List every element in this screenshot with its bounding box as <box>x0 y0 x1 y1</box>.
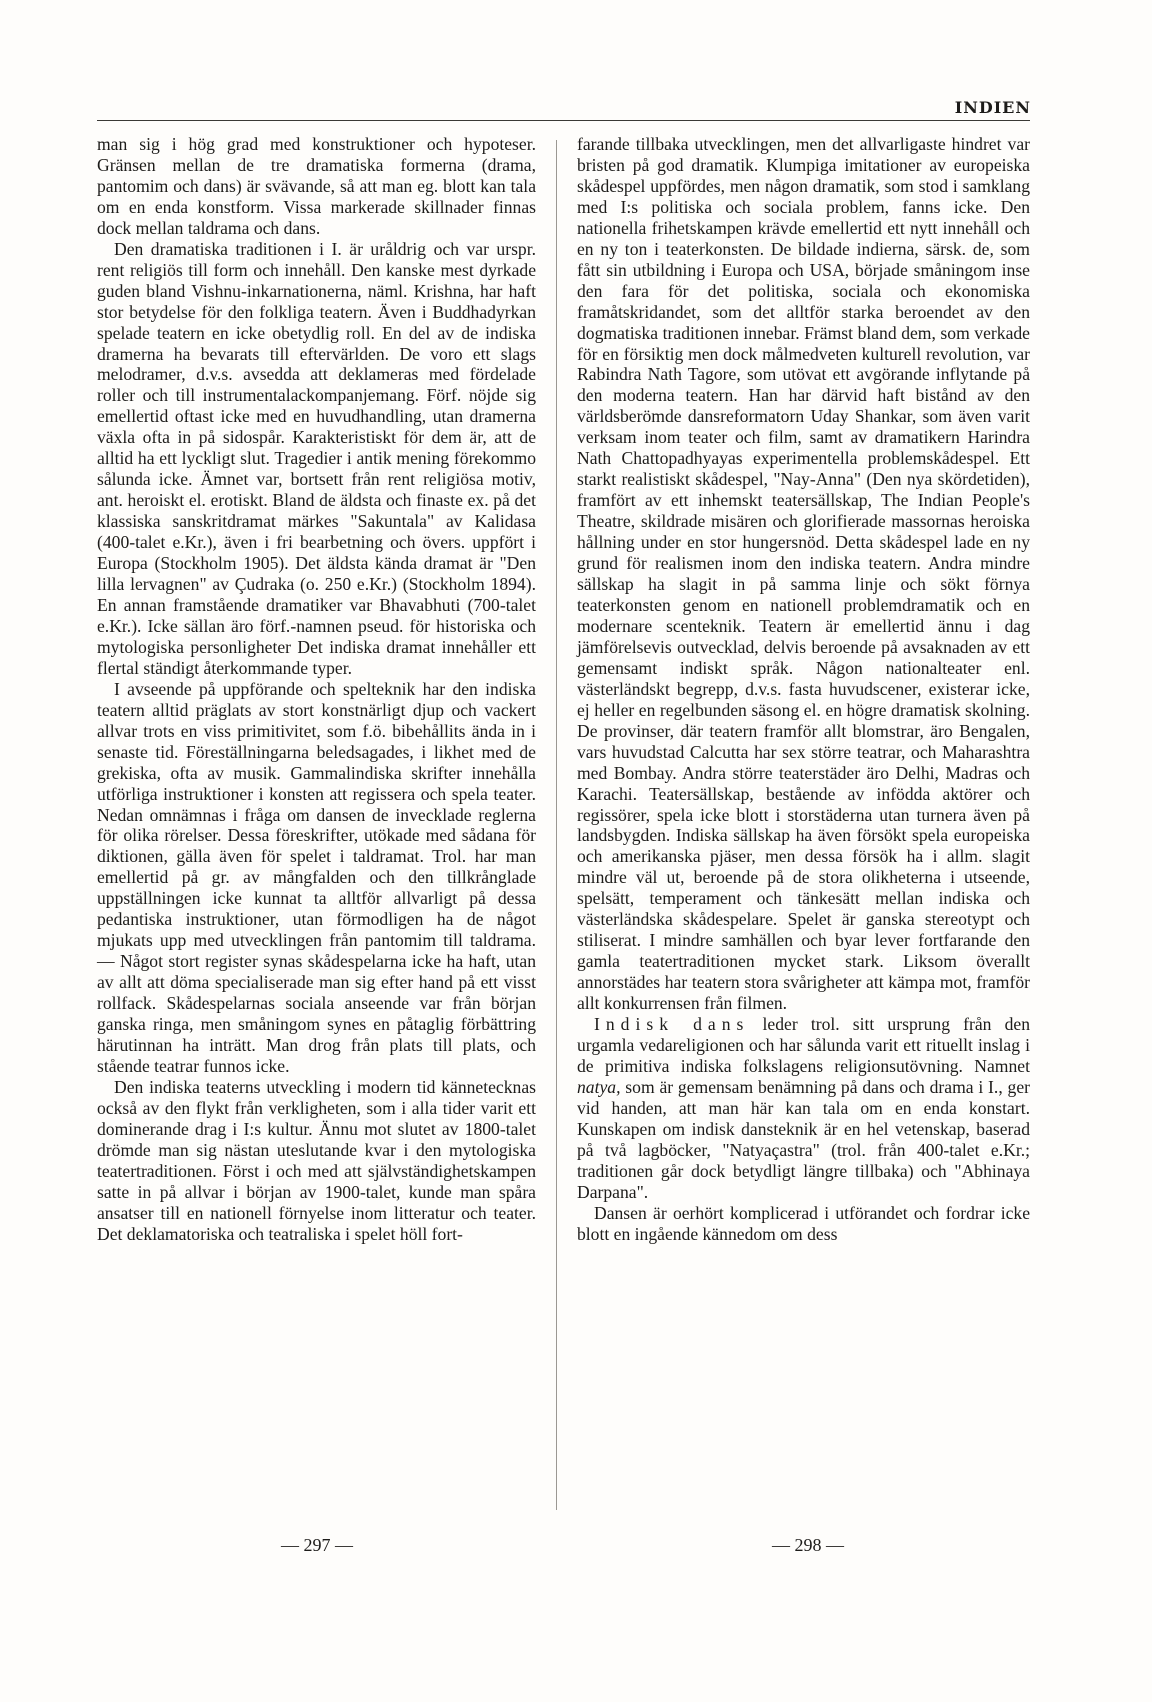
right-paragraph-2-text-b: som är gemensam benämning på dans och drama i I., ger vid handen, att man här kan tala om en enda konstart. Kunskapen om indisk dansteknik är en hel vetenskap, baserad på två lagböcker, "Natyaçastra" (trol. från 400-talet e.Kr.; traditionen går dock betydligt längre tillbaka) och "Abhinaya Darpana". <box>577 1076 1030 1202</box>
left-paragraph-1: man sig i hög grad med konstruktioner och hypoteser. Gränsen mellan de tre dramatiska formerna (drama, pantomim och dans) är svävande, så att man eg. blott kan tala om en enda konstform. Vissa markerade skillnader finnas dock mellan taldrama och dans. <box>97 134 536 238</box>
right-paragraph-3: Dansen är oerhört komplicerad i utförandet och fordrar icke blott en ingående kännedom om dess <box>577 1202 1030 1244</box>
column-divider <box>556 140 557 1510</box>
header-rule <box>97 120 1030 121</box>
left-paragraph-2: Den dramatiska traditionen i I. är uråldrig och var urspr. rent religiös till form och innehåll. Den kanske mest dyrkade guden bland Vishnu-inkarnationerna, näml. Krishna, har haft stor betydelse för den folkliga teatern. Även i Buddhadyrkan spelade teatern en icke obetydlig roll. En del av de indiska dramerna ha bevarats till eftervärlden. De voro ett slags melodramer, d.v.s. avsedda att deklameras med fördelade roller och till instrumentalackompanjemang. Förf. nöjde sig emellertid oftast icke med en huvudhandling, utan dramerna växla ofta in på sidospår. Karakteristiskt för dem är, att de alltid ha ett lyckligt slut. Tragedier i antik mening förekommo sålunda icke. Ämnet var, bortsett från rent religiösa motiv, ant. heroiskt el. erotiskt. Bland de äldsta och finaste ex. på det klassiska sanskritdramat märkes "Sakuntala" av Kalidasa (400-talet e.Kr.), även i fri bearbetning och övers. uppfört i Europa (Stockholm 1905). Det äldsta kända dramat är "Den lilla lervagnen" av Çudraka (o. 250 e.Kr.) (Stockholm 1894). En annan framstående dramatiker var Bhavabhuti (700-talet e.Kr.). Icke sällan äro förf.-namnen pseud. för historiska och mytologiska personligheter Det indiska dramat innehåller ett flertal ständigt återkommande typer. <box>97 238 536 678</box>
running-header: INDIEN <box>954 98 1031 117</box>
page-number-left: — 297 — <box>281 1535 353 1555</box>
left-paragraph-4: Den indiska teaterns utveckling i modern tid kännetecknas också av den flykt från verkligheten, som i alla tider varit ett dominerande drag i I:s kultur. Ännu mot slutet av 1800-talet drömde man sig nästan uteslutande kvar i den mytologiska teatertraditionen. Först i och med att självständighetskampen satte in på allvar i början av 1900-talet, kunde man spåra ansatser till en nationell förnyelse inom litteratur och teater. Det deklamatoriska och teatraliska i spelet höll fort- <box>97 1076 536 1244</box>
term-natya: natya, <box>577 1076 621 1097</box>
right-paragraph-2-text-a: leder trol. sitt ursprung från den urgamla vedareligionen och har sålunda varit ett rituellt inslag i de primitiva indiska folkslagens religionsutövning. Namnet <box>577 1014 1030 1076</box>
section-heading-indisk-dans: Indisk dans <box>594 1014 750 1035</box>
right-paragraph-2 <box>577 1014 1030 1203</box>
left-paragraph-3: I avseende på uppförande och spelteknik har den indiska teatern alltid präglats av stort konstnärligt djup och vackert allvar trots en viss primitivitet, som f.ö. bibehållits ända in i senaste tid. Föreställningarna beledsagades, i likhet med de grekiska, ofta av musik. Gammalindiska skrifter innehålla utförliga instruktioner i konsten att regissera och spela teater. Nedan omnämnas i fråga om dansen de invecklade reglerna för olika rörelser. Dessa föreskrifter, utökade med sådana för diktionen, gälla även för spelet i taldramat. Trol. har man emellertid på gr. av mångfalden och den tillkrånglade uppställningen icke kunnat ta alltför allvarligt på dessa pedantiska instruktioner, utan förmodligen ha de något mjukats upp med utvecklingen från pantomim till taldrama. — Något stort register synas skådespelarna icke ha haft, utan av allt att döma specialiserade man sig efter hand på ett visst rollfack. Skådespelarnas sociala anseende var från början ganska ringa, men småningom synes en påtaglig förbättring härutinnan ha inträtt. Man drog från plats till plats, och stående teatrar funnos icke. <box>97 678 536 1076</box>
right-paragraph-1: farande tillbaka utvecklingen, men det allvarligaste hindret var bristen på god dramatik. Klumpiga imitationer av europeiska skådespel uppfördes, men någon dramatik, som stod i samklang med I:s politiska och sociala problem, fanns icke. Den nationella frihetskampen krävde emellertid ett nytt innehåll och en ny ton i teaterkonsten. De bildade indierna, särsk. de, som fått sin utbildning i Europa och USA, började småningom inse den fara för det politiska, sociala och ekonomiska framåtskridandet, som det alltför starka beroendet av den dogmatiska traditionen innebar. Främst bland dem, som verkade för en försiktig men dock målmedveten kulturell revolution, var Rabindra Nath Tagore, som utövat ett avgörande inflytande på den moderna teatern. Han har därvid haft bistånd av den världsberömde dansreformatorn Uday Shankar, som även varit verksam inom teater och film, samt av dramatikern Harindra Nath Chattopadhyayas experimentella problemskådespel. Ett starkt realistiskt skådespel, "Nay-Anna" (Den nya skördetiden), framfört av ett inhemskt teatersällskap, The Indian People's Theatre, skildrade misären och glorifierade massornas heroiska hållning under en stor hungersnöd. Detta skådespel lade en ny grund för realismen inom den indiska teatern. Andra mindre sällskap ha slagit in på samma linje och sökt förnya teaterkonsten genom en nationell problemdramatik och en modernare scenteknik. Teatern är emellertid ännu i dag jämförelsevis outvecklad, delvis beroende på avsaknaden av ett gemensamt indiskt språk. Någon nationalteater enl. västerländskt begrepp, d.v.s. fasta huvudscener, existerar icke, ej heller en regelbunden säsong el. en högre dramatisk skolning. De provinser, där teatern framför allt blomstrar, äro Bengalen, vars huvudstad Calcutta har sex större teatrar, och Maharashtra med Bombay. Andra större teaterstäder äro Delhi, Madras och Karachi. Teatersällskap, bestående av infödda aktörer och regissörer, spela icke blott i storstäderna utan turnera även på landsbygden. Indiska sällskap ha även försökt spela europeiska och amerikanska pjäser, men dessa försök ha i allm. slagit mindre väl ut, beroende på de stora olikheterna i utseende, spelsätt, temperament och tänkesätt mellan indiska och västerländska skådespelare. Spelet är ganska stereotypt och stiliserat. I mindre samhällen och byar lever fortfarande den gamla teatertraditionen mycket stark. Liksom överallt annorstädes har teatern stora svårigheter att kämpa mot, framför allt konkurrensen från filmen. <box>577 134 1030 1014</box>
right-column <box>577 134 1030 1245</box>
left-column <box>97 134 536 1245</box>
page-number-right: — 298 — <box>772 1535 844 1555</box>
